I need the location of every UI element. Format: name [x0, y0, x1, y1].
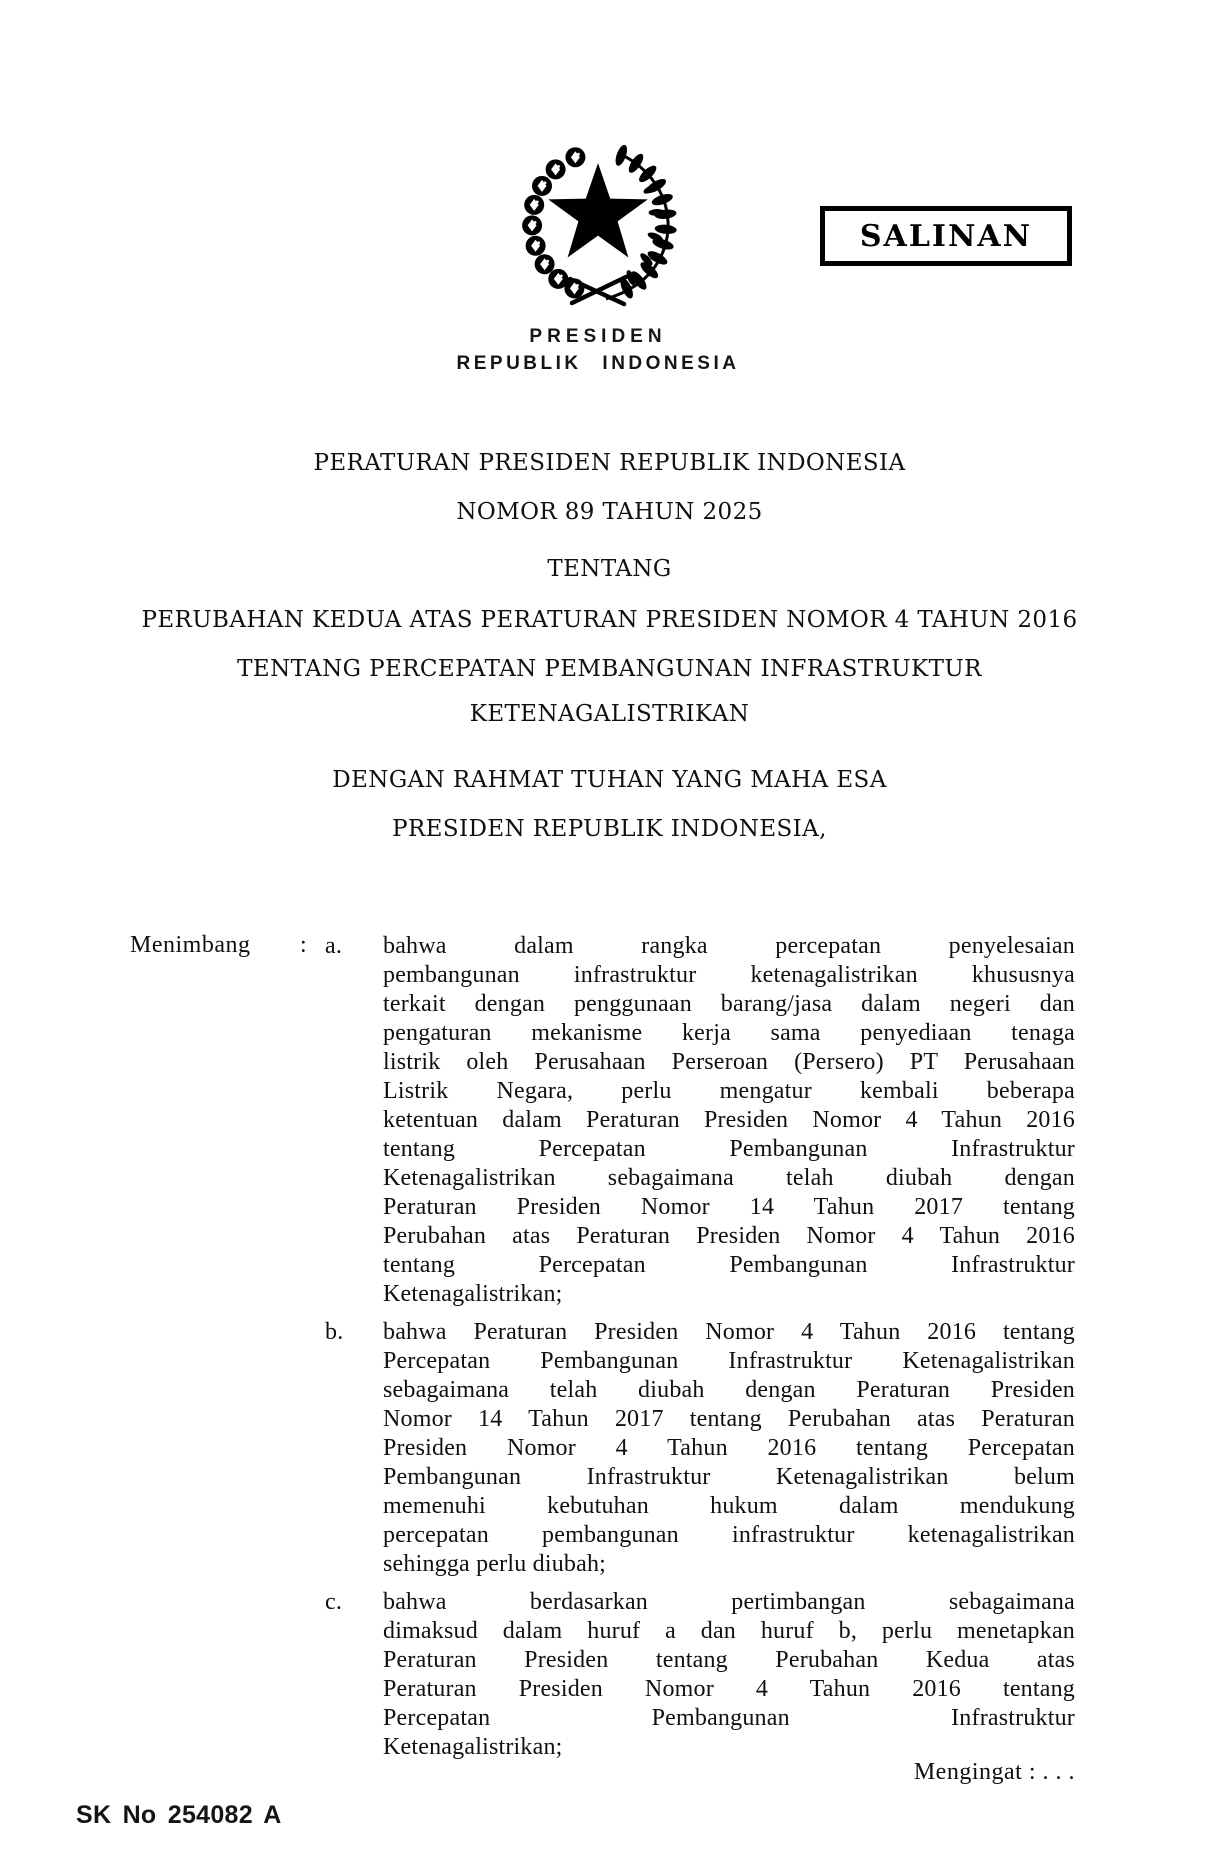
paragraph-line: Presiden Nomor 4 Tahun 2016 tentang Percepatan: [383, 1435, 1075, 1461]
letterhead-presiden: PRESIDEN: [529, 326, 667, 347]
salinan-stamp-label: SALINAN: [859, 218, 1033, 254]
sk-number: SK No 254082 A: [76, 1801, 282, 1829]
item-marker: b.: [325, 1319, 344, 1345]
paragraph-line: pengaturan mekanisme kerja sama penyediaan tenaga: [383, 1020, 1075, 1046]
paragraph-line: sebagaimana telah diubah dengan Peraturan Presiden: [383, 1377, 1075, 1403]
paragraph-line: percepatan pembangunan infrastruktur ketenagalistrikan: [383, 1522, 1075, 1548]
paragraph-line: tentang Percepatan Pembangunan Infrastruktur: [383, 1136, 1075, 1162]
paragraph-line: dimaksud dalam huruf a dan huruf b, perlu menetapkan: [383, 1618, 1075, 1644]
paragraph-line: tentang Percepatan Pembangunan Infrastruktur: [383, 1252, 1075, 1278]
invocation-line: DENGAN RAHMAT TUHAN YANG MAHA ESA: [332, 767, 887, 793]
paragraph-line: Ketenagalistrikan;: [383, 1281, 563, 1307]
paragraph-line: Percepatan Pembangunan Infrastruktur Ketenagalistrikan: [383, 1348, 1075, 1374]
mengingat-catchword: Mengingat : . . .: [913, 1759, 1075, 1785]
item-marker: a.: [325, 933, 343, 959]
regulation-title-line: PERATURAN PRESIDEN REPUBLIK INDONESIA: [313, 450, 906, 476]
considering-item: [325, 1588, 1075, 1762]
regulation-subject-line-2: TENTANG PERCEPATAN PEMBANGUNAN INFRASTRUKTUR: [237, 656, 982, 682]
paragraph-line: memenuhi kebutuhan hukum dalam mendukung: [383, 1493, 1075, 1519]
paragraph-line: Percepatan Pembangunan Infrastruktur: [383, 1705, 1075, 1731]
considering-item: [325, 1318, 1075, 1579]
regulation-subject-line-3: KETENAGALISTRIKAN: [469, 701, 750, 727]
paragraph-line: pembangunan infrastruktur ketenagalistrikan khususnya: [383, 962, 1075, 988]
paragraph-line: Ketenagalistrikan;: [383, 1734, 563, 1760]
presidential-star-wreath-emblem-icon: [512, 136, 684, 310]
regulation-number-line: NOMOR 89 TAHUN 2025: [456, 499, 763, 525]
paragraph-line: Peraturan Presiden Nomor 14 Tahun 2017 tentang: [383, 1194, 1075, 1220]
salinan-stamp: [820, 206, 1072, 266]
paragraph-line: terkait dengan penggunaan barang/jasa dalam negeri dan: [383, 991, 1075, 1017]
paragraph-line: sehingga perlu diubah;: [383, 1551, 607, 1577]
menimbang-separator: :: [300, 932, 307, 958]
paragraph-line: Listrik Negara, perlu mengatur kembali beberapa: [383, 1078, 1075, 1104]
paragraph-line: Perubahan atas Peraturan Presiden Nomor 4 Tahun 2016: [383, 1223, 1075, 1249]
paragraph-line: Pembangunan Infrastruktur Ketenagalistrikan belum: [383, 1464, 1075, 1490]
paragraph-line: bahwa berdasarkan pertimbangan sebagaimana: [383, 1589, 1075, 1615]
considering-item: [325, 932, 1075, 1309]
paragraph-line: Nomor 14 Tahun 2017 tentang Perubahan atas Peraturan: [383, 1406, 1075, 1432]
paragraph-line: Peraturan Presiden tentang Perubahan Kedua atas: [383, 1647, 1075, 1673]
item-marker: c.: [325, 1589, 343, 1615]
paragraph-line: bahwa Peraturan Presiden Nomor 4 Tahun 2016 tentang: [383, 1319, 1075, 1345]
paragraph-line: listrik oleh Perusahaan Perseroan (Persero) PT Perusahaan: [383, 1049, 1075, 1075]
wreath-left-blossoms: [522, 147, 585, 298]
menimbang-label: Menimbang: [130, 932, 251, 958]
regulation-tentang-line: TENTANG: [547, 556, 672, 582]
considering-list: [325, 932, 1075, 1771]
paragraph-line: Peraturan Presiden Nomor 4 Tahun 2016 tentang: [383, 1676, 1075, 1702]
paragraph-line: bahwa dalam rangka percepatan penyelesaian: [383, 933, 1075, 959]
paragraph-line: ketentuan dalam Peraturan Presiden Nomor 4 Tahun 2016: [383, 1107, 1075, 1133]
paragraph-line: Ketenagalistrikan sebagaimana telah diubah dengan: [383, 1165, 1075, 1191]
letterhead: [0, 326, 1196, 375]
regulation-subject-line-1: PERUBAHAN KEDUA ATAS PERATURAN PRESIDEN NOMOR 4 TAHUN 2016: [141, 607, 1078, 633]
authority-line: PRESIDEN REPUBLIK INDONESIA,: [392, 816, 827, 842]
letterhead-republik-indonesia: REPUBLIK INDONESIA: [456, 353, 740, 374]
